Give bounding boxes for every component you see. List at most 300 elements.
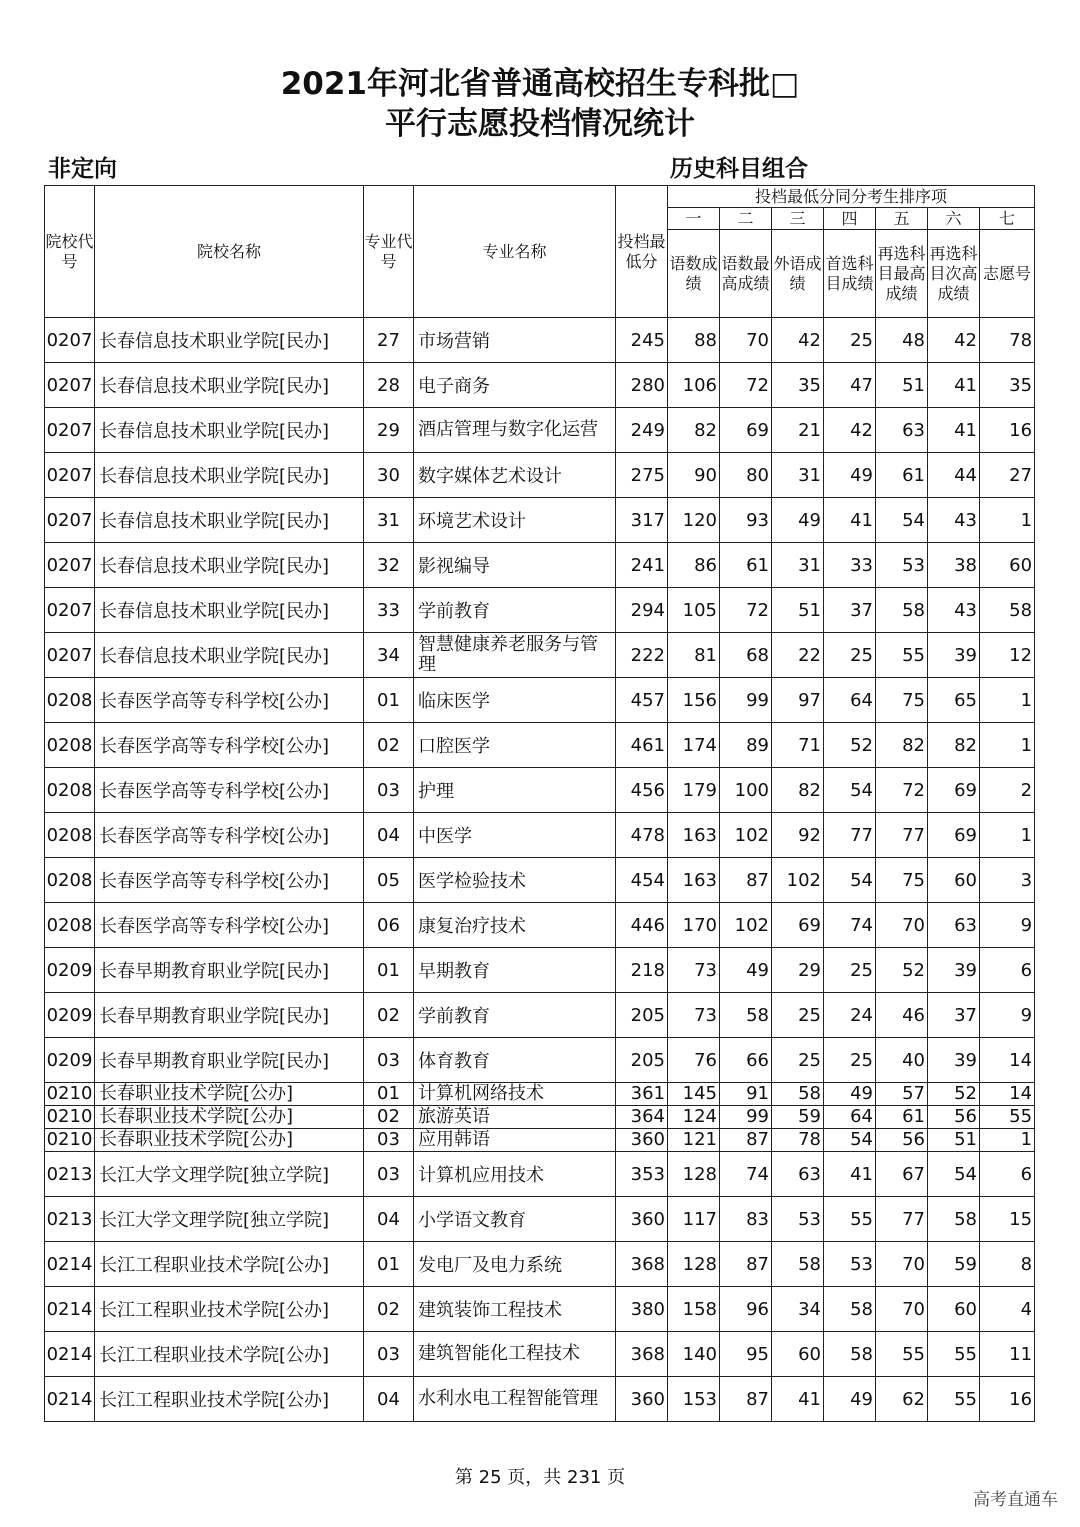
cell-school-name: 长江大学文理学院[独立学院] (95, 1197, 364, 1242)
cell-rank-4: 77 (824, 813, 876, 858)
cell-rank-4: 25 (824, 633, 876, 678)
cell-rank-1: 73 (668, 948, 720, 993)
cell-school-code: 0207 (45, 543, 95, 588)
cell-school-code: 0207 (45, 588, 95, 633)
cell-rank-1: 163 (668, 813, 720, 858)
document-title-line2: 平行志愿投档情况统计 (385, 106, 695, 142)
cell-school-code: 0214 (45, 1332, 95, 1377)
cell-school-name: 长江工程职业技术学院[公办] (95, 1332, 364, 1377)
cell-school-code: 0213 (45, 1197, 95, 1242)
cell-min-score: 205 (616, 1038, 668, 1083)
cell-rank-1: 170 (668, 903, 720, 948)
cell-rank-6: 82 (928, 723, 980, 768)
cell-min-score: 446 (616, 903, 668, 948)
cell-rank-3: 92 (772, 813, 824, 858)
table-row (45, 858, 1035, 903)
cell-min-score: 360 (616, 1197, 668, 1242)
cell-rank-1: 88 (668, 318, 720, 363)
cell-major-code: 29 (364, 408, 414, 453)
cell-rank-1: 140 (668, 1332, 720, 1377)
cell-rank-7: 15 (980, 1197, 1035, 1242)
cell-rank-7: 12 (980, 633, 1035, 678)
cell-rank-6: 39 (928, 948, 980, 993)
cell-rank-6: 56 (928, 1106, 980, 1129)
cell-rank-6: 43 (928, 498, 980, 543)
cell-major-code: 27 (364, 318, 414, 363)
cell-rank-7: 35 (980, 363, 1035, 408)
cell-rank-7: 8 (980, 1242, 1035, 1287)
cell-rank-1: 106 (668, 363, 720, 408)
cell-school-code: 0207 (45, 498, 95, 543)
cell-major-name: 影视编导 (414, 543, 616, 588)
cell-rank-1: 90 (668, 453, 720, 498)
cell-school-name: 长春信息技术职业学院[民办] (95, 363, 364, 408)
cell-rank-2: 93 (720, 498, 772, 543)
cell-rank-3: 82 (772, 768, 824, 813)
cell-rank-2: 83 (720, 1197, 772, 1242)
cell-major-name: 发电厂及电力系统 (414, 1242, 616, 1287)
cell-major-name: 计算机应用技术 (414, 1152, 616, 1197)
cell-rank-7: 9 (980, 993, 1035, 1038)
table-row (45, 1038, 1035, 1083)
cell-major-code: 02 (364, 1106, 414, 1129)
cell-rank-5: 51 (876, 363, 928, 408)
cell-school-name: 长江工程职业技术学院[公办] (95, 1287, 364, 1332)
cell-rank-4: 49 (824, 453, 876, 498)
cell-rank-5: 46 (876, 993, 928, 1038)
cell-school-name: 长春信息技术职业学院[民办] (95, 498, 364, 543)
cell-rank-4: 41 (824, 1152, 876, 1197)
cell-rank-2: 100 (720, 768, 772, 813)
cell-rank-7: 16 (980, 1377, 1035, 1422)
table-row (45, 1332, 1035, 1377)
header-major-name: 专业名称 (414, 186, 616, 318)
cell-rank-6: 65 (928, 678, 980, 723)
header-rank-item: 外语成绩 (772, 230, 824, 318)
cell-min-score: 353 (616, 1152, 668, 1197)
cell-rank-7: 9 (980, 903, 1035, 948)
cell-rank-2: 99 (720, 678, 772, 723)
cell-school-code: 0209 (45, 993, 95, 1038)
cell-rank-2: 49 (720, 948, 772, 993)
cell-min-score: 218 (616, 948, 668, 993)
page-footer: 第 25 页，共 231 页 (454, 1467, 626, 1488)
cell-school-name: 长春职业技术学院[公办] (95, 1106, 364, 1129)
cell-rank-1: 76 (668, 1038, 720, 1083)
cell-rank-2: 87 (720, 858, 772, 903)
cell-rank-6: 42 (928, 318, 980, 363)
admission-table (44, 185, 1035, 1422)
cell-major-name: 体育教育 (414, 1038, 616, 1083)
cell-major-name: 水利水电工程智能管理 (414, 1377, 616, 1422)
cell-school-name: 长春信息技术职业学院[民办] (95, 543, 364, 588)
cell-school-name: 长春信息技术职业学院[民办] (95, 588, 364, 633)
cell-major-code: 31 (364, 498, 414, 543)
header-rank-number: 一 (668, 208, 720, 230)
cell-major-name: 学前教育 (414, 993, 616, 1038)
cell-rank-4: 54 (824, 858, 876, 903)
cell-rank-7: 58 (980, 588, 1035, 633)
cell-major-name: 建筑智能化工程技术 (414, 1332, 616, 1377)
cell-min-score: 222 (616, 633, 668, 678)
cell-major-code: 03 (364, 1038, 414, 1083)
cell-major-code: 02 (364, 993, 414, 1038)
cell-rank-5: 70 (876, 1242, 928, 1287)
cell-rank-6: 69 (928, 768, 980, 813)
cell-rank-7: 2 (980, 768, 1035, 813)
cell-rank-4: 33 (824, 543, 876, 588)
cell-rank-4: 64 (824, 1106, 876, 1129)
cell-rank-4: 25 (824, 1038, 876, 1083)
table-row (45, 1106, 1035, 1129)
cell-rank-4: 25 (824, 948, 876, 993)
cell-min-score: 275 (616, 453, 668, 498)
cell-rank-2: 87 (720, 1377, 772, 1422)
header-rank-number: 三 (772, 208, 824, 230)
cell-rank-4: 53 (824, 1242, 876, 1287)
cell-school-name: 长江大学文理学院[独立学院] (95, 1152, 364, 1197)
cell-rank-6: 63 (928, 903, 980, 948)
cell-rank-7: 1 (980, 1129, 1035, 1152)
cell-rank-5: 48 (876, 318, 928, 363)
cell-rank-4: 58 (824, 1287, 876, 1332)
cell-school-name: 长江工程职业技术学院[公办] (95, 1377, 364, 1422)
cell-rank-7: 16 (980, 408, 1035, 453)
cell-school-name: 长春医学高等专科学校[公办] (95, 858, 364, 903)
cell-rank-4: 58 (824, 1332, 876, 1377)
cell-major-name: 早期教育 (414, 948, 616, 993)
cell-major-code: 02 (364, 1287, 414, 1332)
cell-rank-6: 58 (928, 1197, 980, 1242)
table-row (45, 1129, 1035, 1152)
cell-major-name: 临床医学 (414, 678, 616, 723)
cell-rank-4: 54 (824, 1129, 876, 1152)
cell-rank-1: 86 (668, 543, 720, 588)
cell-rank-1: 128 (668, 1152, 720, 1197)
cell-school-code: 0208 (45, 768, 95, 813)
cell-rank-7: 11 (980, 1332, 1035, 1377)
table-row (45, 588, 1035, 633)
cell-rank-7: 60 (980, 543, 1035, 588)
header-rank-number: 六 (928, 208, 980, 230)
cell-rank-3: 102 (772, 858, 824, 903)
cell-rank-5: 61 (876, 453, 928, 498)
table-row (45, 1242, 1035, 1287)
cell-rank-5: 77 (876, 813, 928, 858)
table-row (45, 318, 1035, 363)
table-row (45, 453, 1035, 498)
table-body (45, 318, 1035, 1422)
cell-rank-6: 38 (928, 543, 980, 588)
cell-rank-7: 27 (980, 453, 1035, 498)
cell-major-name: 旅游英语 (414, 1106, 616, 1129)
watermark: 高考直通车 (973, 1490, 1058, 1510)
cell-school-code: 0208 (45, 903, 95, 948)
cell-school-code: 0208 (45, 858, 95, 903)
header-rank-item: 语数成绩 (668, 230, 720, 318)
cell-rank-5: 52 (876, 948, 928, 993)
cell-min-score: 368 (616, 1242, 668, 1287)
header-rank-item: 语数最高成绩 (720, 230, 772, 318)
cell-major-name: 应用韩语 (414, 1129, 616, 1152)
cell-rank-7: 55 (980, 1106, 1035, 1129)
cell-rank-6: 41 (928, 408, 980, 453)
cell-major-name: 电子商务 (414, 363, 616, 408)
cell-rank-5: 77 (876, 1197, 928, 1242)
cell-rank-3: 78 (772, 1129, 824, 1152)
cell-rank-1: 145 (668, 1083, 720, 1106)
header-major-code: 专业代号 (364, 186, 414, 318)
cell-rank-5: 56 (876, 1129, 928, 1152)
cell-rank-7: 14 (980, 1083, 1035, 1106)
header-school-code: 院校代号 (45, 186, 95, 318)
cell-rank-5: 40 (876, 1038, 928, 1083)
cell-rank-1: 128 (668, 1242, 720, 1287)
cell-rank-6: 55 (928, 1377, 980, 1422)
cell-rank-2: 89 (720, 723, 772, 768)
cell-rank-4: 24 (824, 993, 876, 1038)
cell-school-code: 0207 (45, 453, 95, 498)
cell-rank-2: 70 (720, 318, 772, 363)
cell-min-score: 368 (616, 1332, 668, 1377)
cell-rank-1: 121 (668, 1129, 720, 1152)
header-rank-number: 五 (876, 208, 928, 230)
cell-rank-5: 82 (876, 723, 928, 768)
cell-rank-5: 55 (876, 1332, 928, 1377)
cell-rank-5: 72 (876, 768, 928, 813)
cell-min-score: 457 (616, 678, 668, 723)
cell-school-name: 长春医学高等专科学校[公办] (95, 768, 364, 813)
cell-rank-5: 61 (876, 1106, 928, 1129)
cell-school-code: 0210 (45, 1106, 95, 1129)
cell-rank-4: 47 (824, 363, 876, 408)
cell-rank-2: 87 (720, 1242, 772, 1287)
cell-school-code: 0208 (45, 813, 95, 858)
cell-rank-7: 1 (980, 498, 1035, 543)
cell-school-name: 长春早期教育职业学院[民办] (95, 1038, 364, 1083)
cell-school-code: 0214 (45, 1242, 95, 1287)
cell-major-code: 05 (364, 858, 414, 903)
cell-rank-1: 82 (668, 408, 720, 453)
cell-min-score: 294 (616, 588, 668, 633)
cell-major-code: 01 (364, 1083, 414, 1106)
cell-major-name: 数字媒体艺术设计 (414, 453, 616, 498)
table-row (45, 678, 1035, 723)
cell-rank-5: 57 (876, 1083, 928, 1106)
cell-rank-1: 158 (668, 1287, 720, 1332)
cell-rank-7: 6 (980, 1152, 1035, 1197)
cell-rank-4: 64 (824, 678, 876, 723)
cell-rank-2: 68 (720, 633, 772, 678)
table-row (45, 723, 1035, 768)
cell-rank-1: 117 (668, 1197, 720, 1242)
cell-school-code: 0207 (45, 408, 95, 453)
cell-min-score: 360 (616, 1377, 668, 1422)
cell-major-code: 04 (364, 1197, 414, 1242)
cell-rank-4: 49 (824, 1083, 876, 1106)
cell-rank-3: 22 (772, 633, 824, 678)
cell-school-code: 0207 (45, 633, 95, 678)
cell-school-code: 0207 (45, 363, 95, 408)
cell-rank-3: 49 (772, 498, 824, 543)
cell-rank-4: 52 (824, 723, 876, 768)
table-row (45, 993, 1035, 1038)
cell-rank-6: 69 (928, 813, 980, 858)
cell-rank-1: 124 (668, 1106, 720, 1129)
cell-major-name: 建筑装饰工程技术 (414, 1287, 616, 1332)
cell-school-name: 长春信息技术职业学院[民办] (95, 453, 364, 498)
cell-rank-3: 60 (772, 1332, 824, 1377)
cell-rank-6: 60 (928, 1287, 980, 1332)
cell-school-name: 长春信息技术职业学院[民办] (95, 633, 364, 678)
cell-major-code: 01 (364, 1242, 414, 1287)
cell-min-score: 205 (616, 993, 668, 1038)
header-min-score: 投档最低分 (616, 186, 668, 318)
cell-rank-4: 41 (824, 498, 876, 543)
cell-rank-7: 78 (980, 318, 1035, 363)
cell-min-score: 454 (616, 858, 668, 903)
cell-rank-5: 70 (876, 1287, 928, 1332)
cell-school-code: 0210 (45, 1083, 95, 1106)
cell-rank-3: 35 (772, 363, 824, 408)
cell-school-name: 长春职业技术学院[公办] (95, 1083, 364, 1106)
cell-major-name: 护理 (414, 768, 616, 813)
cell-min-score: 364 (616, 1106, 668, 1129)
cell-rank-2: 72 (720, 363, 772, 408)
table-row (45, 1377, 1035, 1422)
cell-major-code: 34 (364, 633, 414, 678)
cell-rank-1: 120 (668, 498, 720, 543)
cell-min-score: 245 (616, 318, 668, 363)
cell-major-name: 口腔医学 (414, 723, 616, 768)
cell-rank-4: 37 (824, 588, 876, 633)
cell-rank-3: 31 (772, 543, 824, 588)
cell-rank-6: 54 (928, 1152, 980, 1197)
cell-rank-3: 21 (772, 408, 824, 453)
cell-min-score: 461 (616, 723, 668, 768)
cell-school-code: 0213 (45, 1152, 95, 1197)
cell-rank-1: 81 (668, 633, 720, 678)
cell-school-code: 0208 (45, 723, 95, 768)
cell-major-code: 03 (364, 1332, 414, 1377)
cell-rank-6: 43 (928, 588, 980, 633)
cell-major-name: 中医学 (414, 813, 616, 858)
table-header (45, 186, 1035, 318)
cell-school-name: 长春医学高等专科学校[公办] (95, 903, 364, 948)
cell-school-code: 0214 (45, 1287, 95, 1332)
cell-rank-1: 156 (668, 678, 720, 723)
cell-major-code: 33 (364, 588, 414, 633)
cell-rank-6: 39 (928, 633, 980, 678)
cell-rank-6: 52 (928, 1083, 980, 1106)
table-row (45, 408, 1035, 453)
cell-rank-2: 102 (720, 813, 772, 858)
header-rank-number: 二 (720, 208, 772, 230)
cell-rank-2: 95 (720, 1332, 772, 1377)
cell-rank-4: 55 (824, 1197, 876, 1242)
cell-rank-1: 179 (668, 768, 720, 813)
cell-rank-7: 14 (980, 1038, 1035, 1083)
cell-rank-1: 163 (668, 858, 720, 903)
cell-rank-7: 6 (980, 948, 1035, 993)
cell-rank-2: 99 (720, 1106, 772, 1129)
cell-rank-6: 37 (928, 993, 980, 1038)
header-rank-item: 首选科目成绩 (824, 230, 876, 318)
cell-rank-2: 74 (720, 1152, 772, 1197)
cell-major-code: 04 (364, 1377, 414, 1422)
table-row (45, 1287, 1035, 1332)
cell-major-name: 医学检验技术 (414, 858, 616, 903)
table-row (45, 543, 1035, 588)
document-title-line1: 2021年河北省普通高校招生专科批□ (280, 66, 800, 102)
cell-rank-1: 174 (668, 723, 720, 768)
cell-rank-5: 58 (876, 588, 928, 633)
cell-rank-2: 69 (720, 408, 772, 453)
cell-school-code: 0207 (45, 318, 95, 363)
cell-rank-6: 60 (928, 858, 980, 903)
cell-rank-2: 80 (720, 453, 772, 498)
cell-school-name: 长春医学高等专科学校[公办] (95, 678, 364, 723)
header-rank-item: 再选科目最高成绩 (876, 230, 928, 318)
cell-rank-2: 66 (720, 1038, 772, 1083)
cell-rank-3: 29 (772, 948, 824, 993)
table-row (45, 498, 1035, 543)
cell-school-code: 0209 (45, 948, 95, 993)
cell-rank-7: 3 (980, 858, 1035, 903)
cell-rank-3: 69 (772, 903, 824, 948)
cell-rank-4: 42 (824, 408, 876, 453)
header-rank-item: 再选科目次高成绩 (928, 230, 980, 318)
cell-major-code: 28 (364, 363, 414, 408)
cell-major-code: 03 (364, 768, 414, 813)
table-row (45, 633, 1035, 678)
table-row (45, 1083, 1035, 1106)
cell-school-name: 长春信息技术职业学院[民办] (95, 408, 364, 453)
cell-school-name: 长春职业技术学院[公办] (95, 1129, 364, 1152)
header-rank-group: 投档最低分同分考生排序项 (668, 186, 1035, 208)
cell-school-code: 0209 (45, 1038, 95, 1083)
cell-rank-5: 55 (876, 633, 928, 678)
cell-rank-4: 54 (824, 768, 876, 813)
table-row (45, 768, 1035, 813)
cell-rank-6: 59 (928, 1242, 980, 1287)
cell-rank-7: 1 (980, 813, 1035, 858)
cell-school-code: 0214 (45, 1377, 95, 1422)
cell-rank-7: 1 (980, 723, 1035, 768)
cell-major-code: 02 (364, 723, 414, 768)
cell-rank-1: 105 (668, 588, 720, 633)
cell-major-code: 01 (364, 678, 414, 723)
cell-major-code: 30 (364, 453, 414, 498)
cell-rank-5: 54 (876, 498, 928, 543)
cell-rank-2: 96 (720, 1287, 772, 1332)
cell-major-name: 计算机网络技术 (414, 1083, 616, 1106)
cell-min-score: 249 (616, 408, 668, 453)
cell-rank-5: 63 (876, 408, 928, 453)
table-row (45, 1152, 1035, 1197)
cell-rank-3: 51 (772, 588, 824, 633)
cell-school-code: 0208 (45, 678, 95, 723)
cell-min-score: 478 (616, 813, 668, 858)
table-row (45, 903, 1035, 948)
cell-rank-2: 87 (720, 1129, 772, 1152)
cell-rank-6: 55 (928, 1332, 980, 1377)
cell-major-name: 小学语文教育 (414, 1197, 616, 1242)
cell-rank-1: 153 (668, 1377, 720, 1422)
cell-major-name: 环境艺术设计 (414, 498, 616, 543)
subtitle-subject-group: 历史科目组合 (670, 156, 808, 182)
cell-major-name: 学前教育 (414, 588, 616, 633)
